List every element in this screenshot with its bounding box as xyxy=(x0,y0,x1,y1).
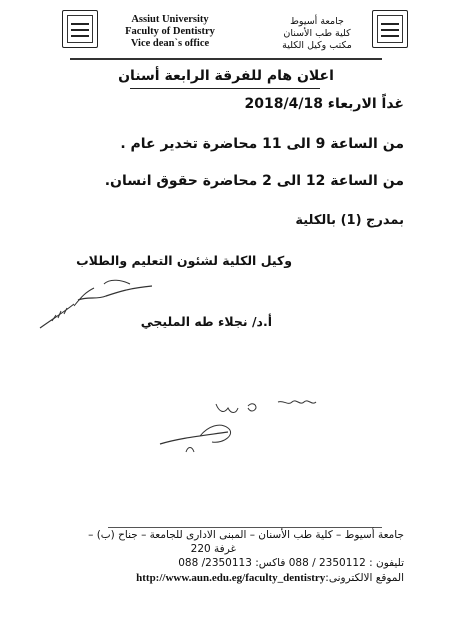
footer-website-label: الموقع الالكترونى: xyxy=(325,572,404,584)
office-name-en: Vice dean`s office xyxy=(130,38,210,49)
title-underline xyxy=(130,88,320,89)
footer-website-url[interactable]: http://www.aun.edu.eg/faculty_dentistry xyxy=(136,572,326,584)
handwritten-signature xyxy=(34,266,164,346)
signatory-role: وكيل الكلية لشئون التعليم والطلاب xyxy=(76,253,292,268)
english-header xyxy=(100,14,240,50)
arabic-header xyxy=(257,16,377,52)
header-divider xyxy=(70,58,382,60)
university-logo xyxy=(62,10,98,48)
faculty-name-ar: كلية طب الأسنان xyxy=(283,28,351,39)
footer-phone: تليفون : 2350112 / 088 فاكس: 2350113/ 088 xyxy=(178,557,404,569)
notice-line-2: من الساعة 12 الى 2 محاضرة حقوق انسان. xyxy=(104,173,404,189)
footer-address-line-2: غرفة 220 xyxy=(190,543,236,555)
handwritten-note xyxy=(150,392,330,462)
notice-line-1: من الساعة 9 الى 11 محاضرة تخدير عام . xyxy=(120,136,404,152)
footer-address-line-1: جامعة أسيوط – كلية طب الأسنان – المبنى الادارى للجامعة – جناح (ب) – xyxy=(88,529,404,541)
faculty-name-en: Faculty of Dentistry xyxy=(125,26,215,37)
notice-date: غداً الاربعاء 2018/4/18 xyxy=(244,96,404,112)
faculty-logo xyxy=(372,10,408,48)
office-name-ar: مكتب وكيل الكلية xyxy=(282,40,352,51)
footer-website xyxy=(136,572,404,584)
footer-divider xyxy=(108,527,382,528)
signatory-name: أ.د/ نجلاء طه المليجي xyxy=(140,314,272,329)
university-name-ar: جامعة أسيوط xyxy=(290,16,344,27)
notice-line-3: بمدرج (1) بالكلية xyxy=(295,213,404,228)
university-name-en: Assiut University xyxy=(131,14,209,25)
notice-title: اعلان هام للفرقة الرابعة أسنان xyxy=(118,68,334,84)
